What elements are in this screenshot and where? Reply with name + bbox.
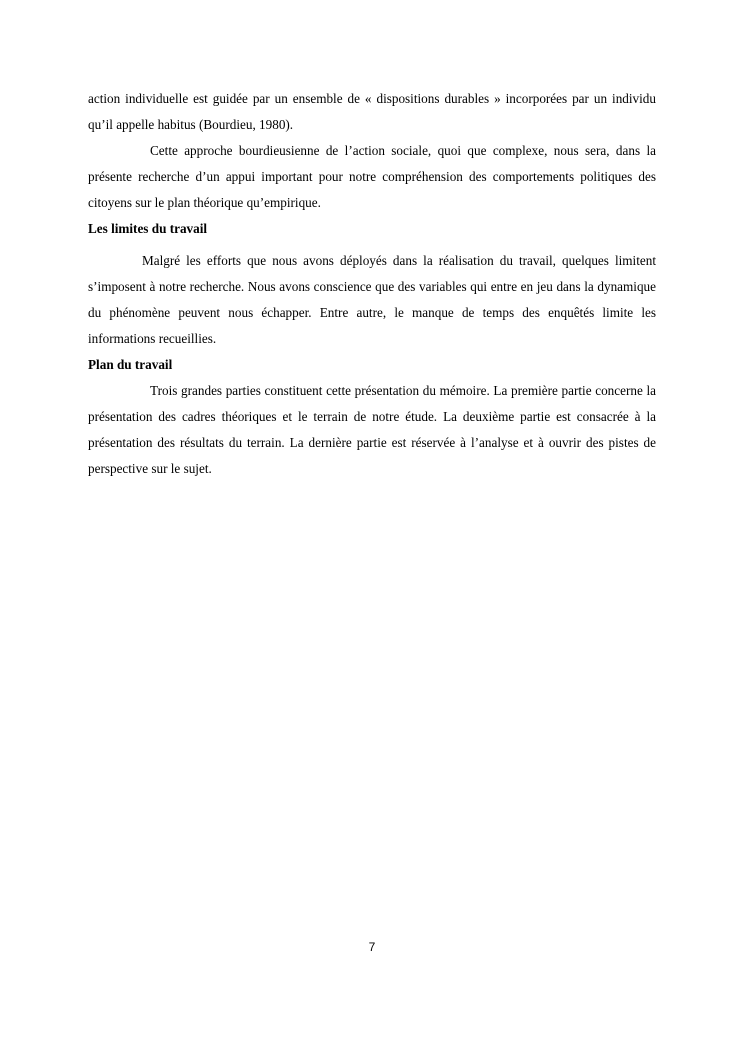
- paragraph-habitus: action individuelle est guidée par un ensemble de « dispositions durables » incorporées par un individu qu’il appelle habitus (Bourdieu, 1980).: [88, 91, 656, 132]
- heading-plan-du-travail: Plan du travail: [88, 357, 173, 372]
- page-number: 7: [368, 940, 376, 954]
- heading-limites-du-travail: Les limites du travail: [88, 221, 208, 236]
- paragraph-plan: Trois grandes parties constituent cette présentation du mémoire. La première partie concerne la présentation des cadres théoriques et le terrain de notre étude. La deuxième partie est consacrée à la présentation des résultats du terrain. La dernière partie est réservée à l’analyse et à ouvrir des pistes de perspective sur le sujet.: [88, 383, 656, 476]
- document-body: [88, 86, 656, 482]
- paragraph-limites: Malgré les efforts que nous avons déployés dans la réalisation du travail, quelques limitent s’imposent à notre recherche. Nous avons conscience que des variables qui entre en jeu dans la dynamique du phénomène peuvent nous échapper. Entre autre, le manque de temps des enquêtés limite les informations recueillies.: [88, 253, 656, 346]
- paragraph-approche-bourdieusienne: Cette approche bourdieusienne de l’action sociale, quoi que complexe, nous sera, dans la présente recherche d’un appui important pour notre compréhension des comportements politiques des citoyens sur le plan théorique qu’empirique.: [88, 143, 656, 210]
